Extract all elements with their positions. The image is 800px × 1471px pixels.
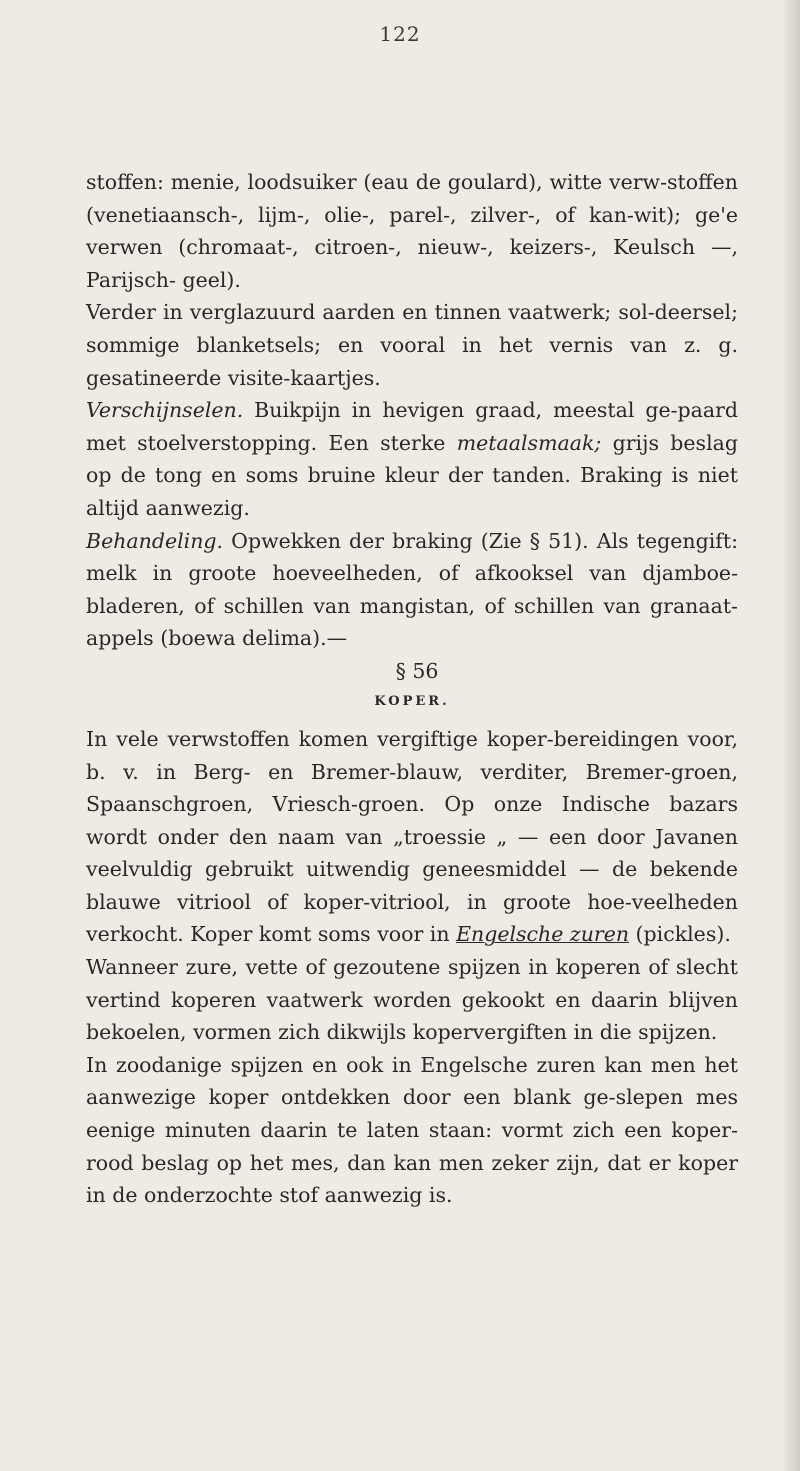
treatment-heading: Behandeling.	[86, 528, 224, 553]
page-body	[86, 166, 738, 1212]
paragraph-copper-intro	[86, 723, 738, 951]
page-number: 122	[379, 22, 421, 46]
paragraph-treatment	[86, 525, 738, 655]
paragraph-copper-cookware: Wanneer zure, vette of gezoutene spijzen in koperen of slecht vertind koperen vaatwerk worden gekookt en daarin blijven bekoelen, vormen zich dikwijls kopervergiften in die spijzen.	[86, 955, 738, 1045]
paragraph-copper-detection: In zoodanige spijzen en ook in Engelsche zuren kan men het aanwezige koper ontdekken door een blank ge-slepen mes eenige minuten daarin te laten staan: vormt zich een koper-rood beslag op het mes, dan kan men zeker zijn, dat er koper in de onderzochte stof aanwezig is.	[86, 1052, 738, 1208]
page-edge-shadow	[782, 0, 800, 1471]
paragraph-symptoms	[86, 394, 738, 524]
symptoms-heading: Verschijnselen.	[86, 398, 244, 423]
paragraph-occurrence: Verder in verglazuurd aarden en tinnen vaatwerk; sol-deersel; sommige blanketsels; en vooral in het vernis van z. g. gesatineerde visite-kaartjes.	[86, 300, 738, 390]
section-title: KOPER.	[374, 693, 450, 709]
symptoms-italic-term: metaalsmaak;	[456, 430, 602, 455]
treatment-text: Opwekken der braking (Zie § 51). Als tegengift: melk in groote hoeveelheden, of afkooksel van djamboe-bladeren, of schillen van mangistan, of schillen van granaat-appels (boewa delima).—	[86, 528, 738, 651]
symptoms-text-b: grijs beslag op de tong en soms bruine kleur der tanden. Braking is niet altijd aanwezig.	[86, 430, 738, 520]
copper-italic-term: Engelsche zuren	[456, 922, 630, 947]
copper-intro-text-b: (pickles).	[629, 922, 731, 947]
section-number: § 56	[395, 658, 439, 683]
copper-intro-text-a: In vele verwstoffen komen vergiftige koper-bereidingen voor, b. v. in Berg- en Bremer-blauw, verditer, Bremer-groen, Spaanschgroen, Vriesch-groen. Op onze Indische bazars wordt onder den naam van „troessie „ — een door Javanen veelvuldig gebruikt uitwendig geneesmiddel — de bekende blauwe vitriool of koper-vitriool, in groote hoe-veelheden verkocht. Koper komt soms voor in	[86, 726, 738, 947]
symptoms-text-a: Buikpijn in hevigen graad, meestal ge-paard met stoelverstopping. Een sterke	[86, 398, 738, 455]
paragraph-pigments: stoffen: menie, loodsuiker (eau de goulard), witte verw-stoffen (venetiaansch-, lijm-, olie-, parel-, zilver-, of kan-wit); ge'e verwen (chromaat-, citroen-, nieuw-, keizers-, Keulsch —, Parijsch- geel).	[86, 170, 738, 292]
